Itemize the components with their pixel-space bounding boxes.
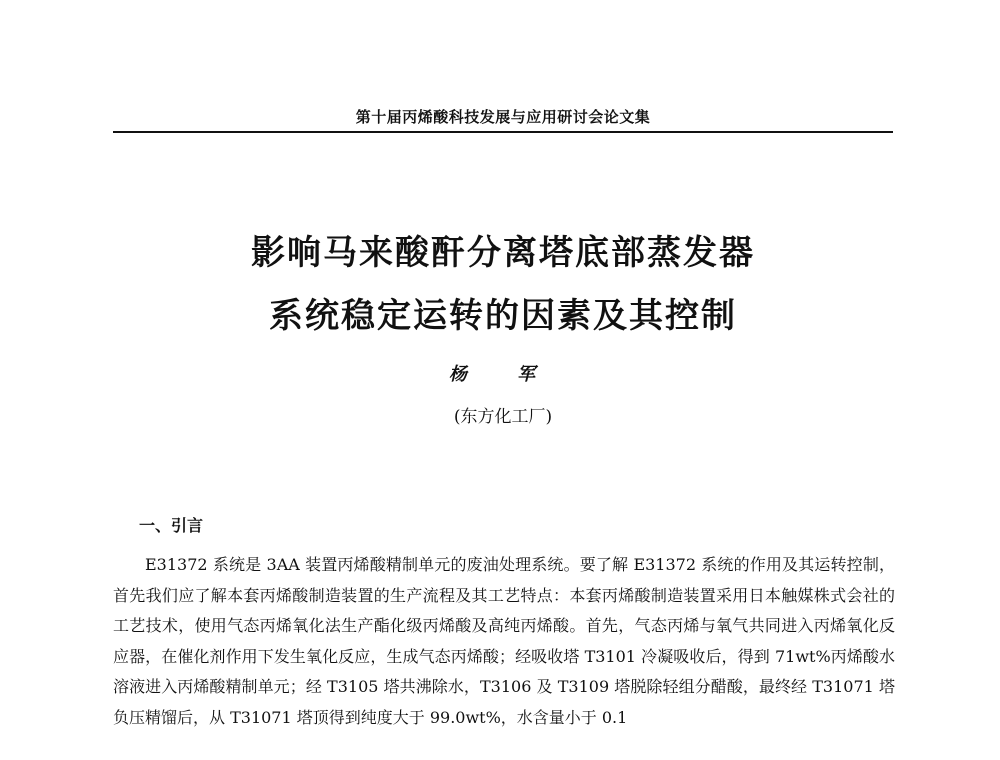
running-header: 第十届丙烯酸科技发展与应用研讨会论文集 [355, 108, 651, 126]
section-heading: 一、引言 [139, 516, 204, 535]
author-affiliation: (东方化工厂) [453, 407, 553, 427]
title-line-2: 系统稳定运转的因素及其控制 [269, 296, 737, 336]
title-line-1: 影响马来酸酐分离塔底部蒸发器 [251, 233, 755, 273]
header-rule [113, 131, 893, 133]
body-paragraph: E31372 系统是 3AA 装置丙烯酸精制单元的废油处理系统。要了解 E31372 系统的作用及其运转控制，首先我们应了解本套丙烯酸制造装置的生产流程及其工艺特点：本套丙烯酸制造装置采用日本触媒株式会社的工艺技术，使用气态丙烯氧化法生产酯化级丙烯酸及高纯丙烯酸。首先，气态丙烯与氧气共同进入丙烯氧化反应器，在催化剂作用下发生氧化反应，生成气态丙烯酸；经吸收塔 T3101 冷凝吸收后，得到 71wt%丙烯酸水溶液进入丙烯酸精制单元；经 T3105 塔共沸除水，T3106 及 T3109 塔脱除轻组分醋酸，最终经 T31071 塔负压精馏后，从 T31071 塔顶得到纯度大于 99.0wt%，水含量小于 0.1 [113, 555, 895, 727]
author-name: 杨 军 [448, 364, 558, 385]
